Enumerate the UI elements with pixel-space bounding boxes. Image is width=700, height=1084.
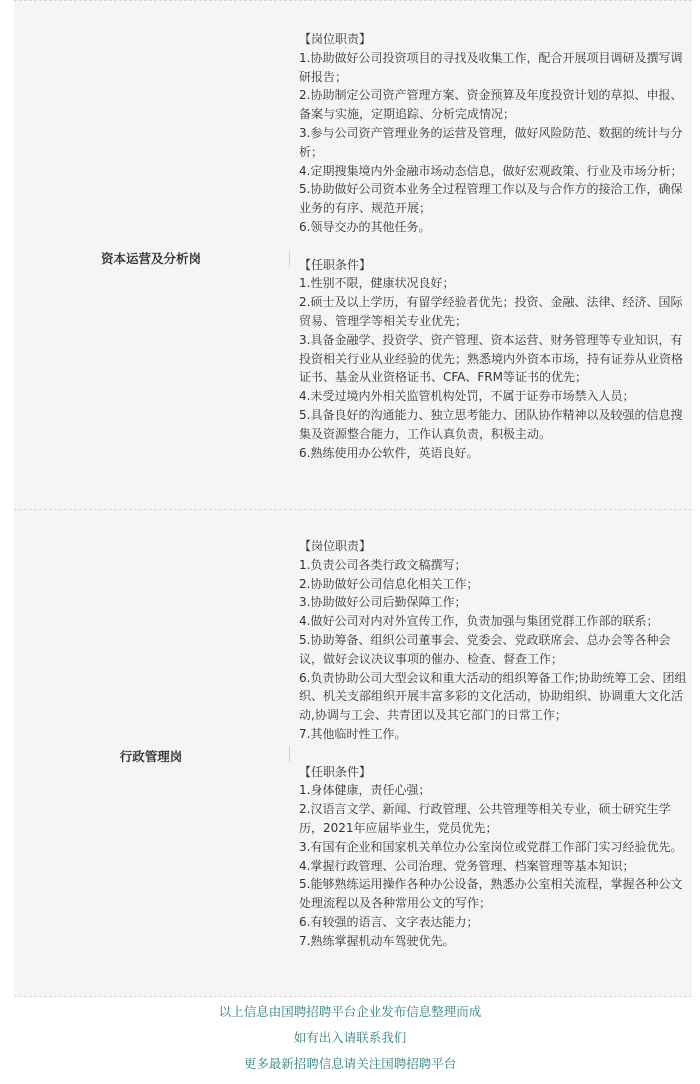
- duties-heading: 【岗位职责】: [299, 539, 372, 553]
- duty-item: 1.负责公司各类行政文稿撰写；: [299, 557, 467, 572]
- duties-heading: 【岗位职责】: [299, 32, 372, 46]
- duty-item: 6.负责协助公司大型会议和重大活动的组织筹备工作;协助统筹工会、团组织、机关支部组织开展丰富多彩的文化活动，协助组织、协调重大文化活动,协调与工会、共青团以及其它部门的日常工作；: [299, 670, 687, 723]
- requirement-item: 3.有国有企业和国家机关单位办公室岗位或党群工作部门实习经验优先。: [299, 839, 683, 854]
- duty-item: 5.协助筹备、组织公司董事会、党委会、党政联席会、总办会等各种会议，做好会议决议事项的催办、检查、督查工作；: [299, 632, 671, 666]
- position-description: [299, 30, 694, 462]
- footer-follow-note: 更多最新招聘信息请关注国聘招聘平台: [243, 1056, 457, 1071]
- requirement-item: 7.熟练掌握机动车驾驶优先。: [299, 933, 455, 948]
- requirement-item: 5.能够熟练运用操作各种办公设备，熟悉办公室相关流程，掌握各种公文处理流程以及各种常用公文的写作；: [299, 877, 683, 911]
- column-divider: [289, 746, 290, 762]
- section-gap: [299, 237, 694, 256]
- footer-contact-note: 如有出入请联系我们: [293, 1030, 407, 1045]
- requirement-item: 6.有较强的语言、文字表达能力；: [299, 914, 479, 929]
- position-title: 行政管理岗: [119, 749, 183, 764]
- duty-item: 7.其他临时性工作。: [299, 726, 407, 741]
- duty-item: 5.协助做好公司资本业务全过程管理工作以及与合作方的接洽工作，确保业务的有序、规范开展；: [299, 182, 683, 216]
- requirements-heading: 【任职条件】: [299, 764, 372, 779]
- position-row-admin: [14, 509, 692, 997]
- requirement-item: 4.未受过境内外相关监管机构处罚，不属于证券市场禁入人员；: [299, 389, 635, 404]
- requirement-item: 5.具备良好的沟通能力、独立思考能力、团队协作精神以及较强的信息搜集及资源整合能力，工作认真负责，积极主动。: [299, 407, 683, 441]
- position-title: 资本运营及分析岗: [100, 251, 201, 266]
- duty-item: 3.参与公司资产管理业务的运营及管理，做好风险防范、数据的统计与分析；: [299, 125, 683, 159]
- requirement-item: 1.身体健康，责任心强；: [299, 783, 431, 798]
- requirement-item: 2.硕士及以上学历，有留学经验者优先；投资、金融、法律、经济、国际贸易、管理学等相关专业优先；: [299, 295, 683, 328]
- duty-item: 3.协助做好公司后勤保障工作；: [299, 595, 467, 610]
- duty-item: 4.做好公司对内对外宣传工作，负责加强与集团党群工作部的联系；: [299, 614, 659, 629]
- requirement-item: 4.掌握行政管理、公司治理、党务管理、档案管理等基本知识；: [299, 858, 635, 873]
- duty-item: 2.协助制定公司资产管理方案、资金预算及年度投资计划的草拟、申报、备案与实施，定期追踪、分析完成情况；: [299, 88, 683, 122]
- duty-item: 2.协助做好公司信息化相关工作；: [299, 576, 479, 591]
- duty-item: 4.定期搜集境内外金融市场动态信息，做好宏观政策、行业及市场分析；: [299, 163, 683, 178]
- footer-source-note: 以上信息由国聘招聘平台企业发布信息整理而成: [218, 1004, 482, 1019]
- duty-item: 1.协助做好公司投资项目的寻找及收集工作，配合开展项目调研及撰写调研报告；: [299, 50, 683, 84]
- requirement-item: 1.性别不限，健康状况良好；: [299, 276, 455, 291]
- duty-item: 6.领导交办的其他任务。: [299, 219, 431, 234]
- position-description: [299, 537, 694, 951]
- position-row-capital: [14, 0, 692, 510]
- column-divider: [289, 251, 290, 267]
- requirement-item: 3.具备金融学、投资学、资产管理、资本运营、财务管理等专业知识，有投资相关行业从业经验的优先；熟悉境内外资本市场，持有证券从业资格证书、基金从业资格证书、CFA、FRM等证书的优先；: [299, 332, 684, 385]
- requirements-heading: 【任职条件】: [299, 257, 372, 272]
- requirement-item: 6.熟练使用办公软件，英语良好。: [299, 445, 479, 460]
- section-gap: [299, 744, 694, 763]
- requirement-item: 2.汉语言文学、新闻、行政管理、公共管理等相关专业，硕士研究生学历，2021年应届毕业生，党员优先；: [299, 802, 671, 835]
